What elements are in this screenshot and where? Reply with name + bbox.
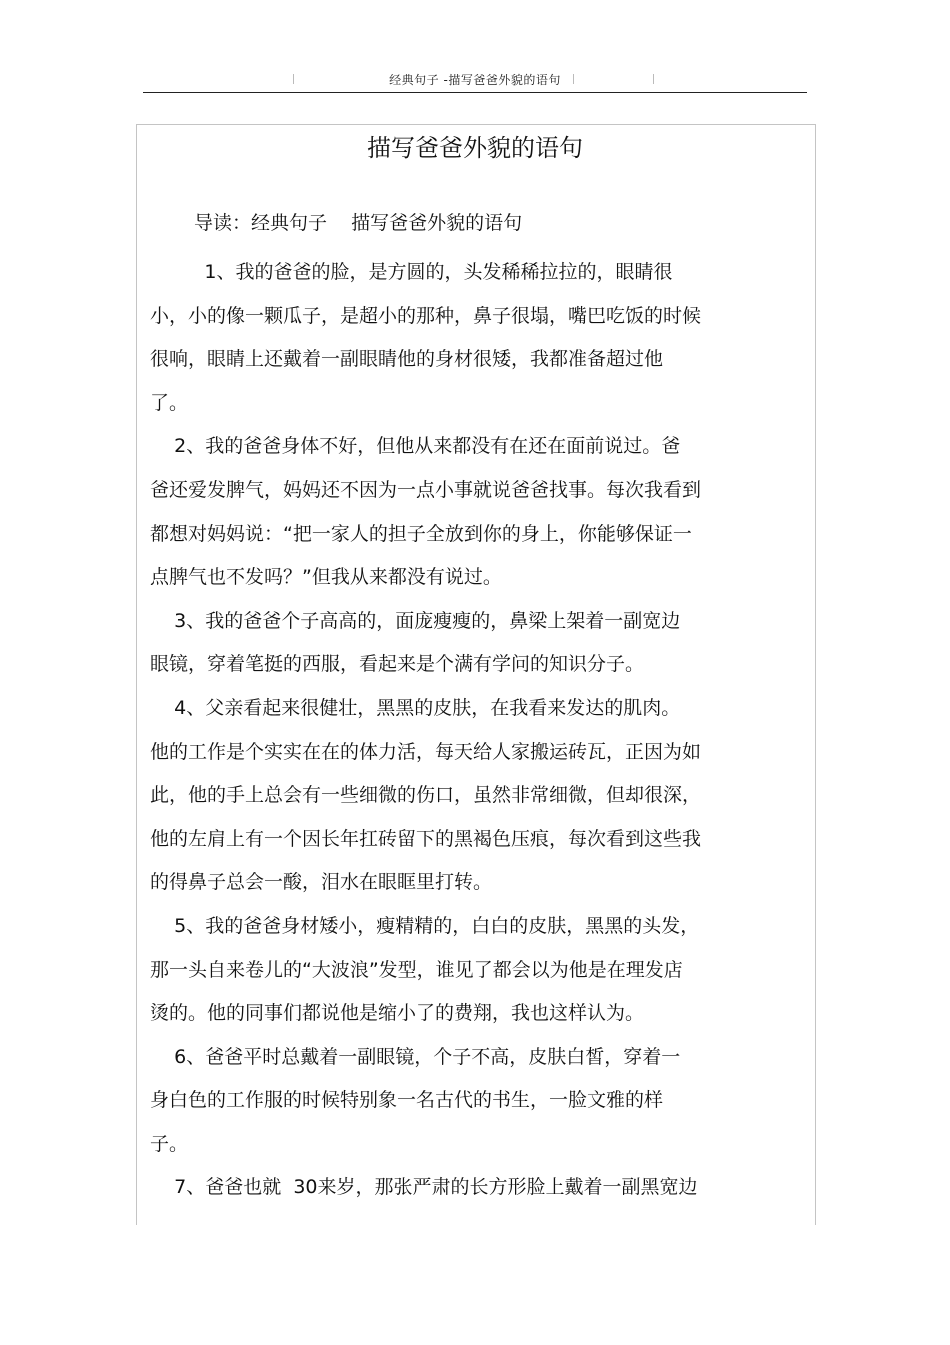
- header-tick-right: [653, 74, 654, 84]
- paragraph-4: 4、父亲看起来很健壮，黑黑的皮肤，在我看来发达的肌肉。 他的工作是个实实在在的体力活，每天给人家搬运砖瓦，正因为如 此，他的手上总会有一些细微的伤口，虽然非常细微，但却很深， 他的左肩上有一个因长年扛砖留下的黑褐色压痕，每次看到这些我 的得鼻子总会一酸，泪水在眼眶里打转。: [150, 696, 702, 894]
- header-tick-middle: [573, 74, 574, 84]
- paragraph-5: 5、我的爸爸身材矮小，瘦精精的，白白的皮肤，黑黑的头发， 那一头自来卷儿的“大波浪”发型，谁见了都会以为他是在理发店 烫的。他的同事们都说他是缩小了的费翔，我也这样认为。: [150, 914, 700, 1025]
- header-text: 经典句子 -描写爸爸外貌的语句: [389, 73, 561, 87]
- page-header: [143, 62, 807, 93]
- paragraph-6: 6、爸爸平时总戴着一副眼镜，个子不高，皮肤白皙，穿着一 身白色的工作服的时候特别象一名古代的书生，一脸文雅的样 子。: [150, 1045, 681, 1155]
- paragraph-3: 3、我的爸爸个子高高的，面庞瘦瘦的，鼻梁上架着一副宽边 眼镜，穿着笔挺的西服，看起来是个满有学问的知识分子。: [150, 609, 681, 676]
- document-body: [150, 251, 770, 1210]
- document-intro: 导读：经典句子 描写爸爸外貌的语句: [194, 212, 523, 234]
- paragraph-1: 1、我的爸爸的脸，是方圆的，头发稀稀拉拉的，眼睛很 小，小的像一颗瓜子，是超小的那种，鼻子很塌，嘴巴吃饭的时候 很响，眼睛上还戴着一副眼睛他的身材很矮，我都准备超过他 了。: [150, 261, 702, 414]
- paragraph-7: 7、爸爸也就 30来岁，那张严肃的长方形脸上戴着一副黑宽边: [150, 1176, 698, 1199]
- document-title: 描写爸爸外貌的语句: [367, 134, 583, 162]
- paragraph-2: 2、我的爸爸身体不好，但他从来都没有在还在面前说过。爸 爸还爱发脾气，妈妈还不因为一点小事就说爸爸找事。每次我看到 都想对妈妈说：“把一家人的担子全放到你的身上，你能够保证一 点脾气也不发吗？”但我从来都没有说过。: [150, 435, 702, 589]
